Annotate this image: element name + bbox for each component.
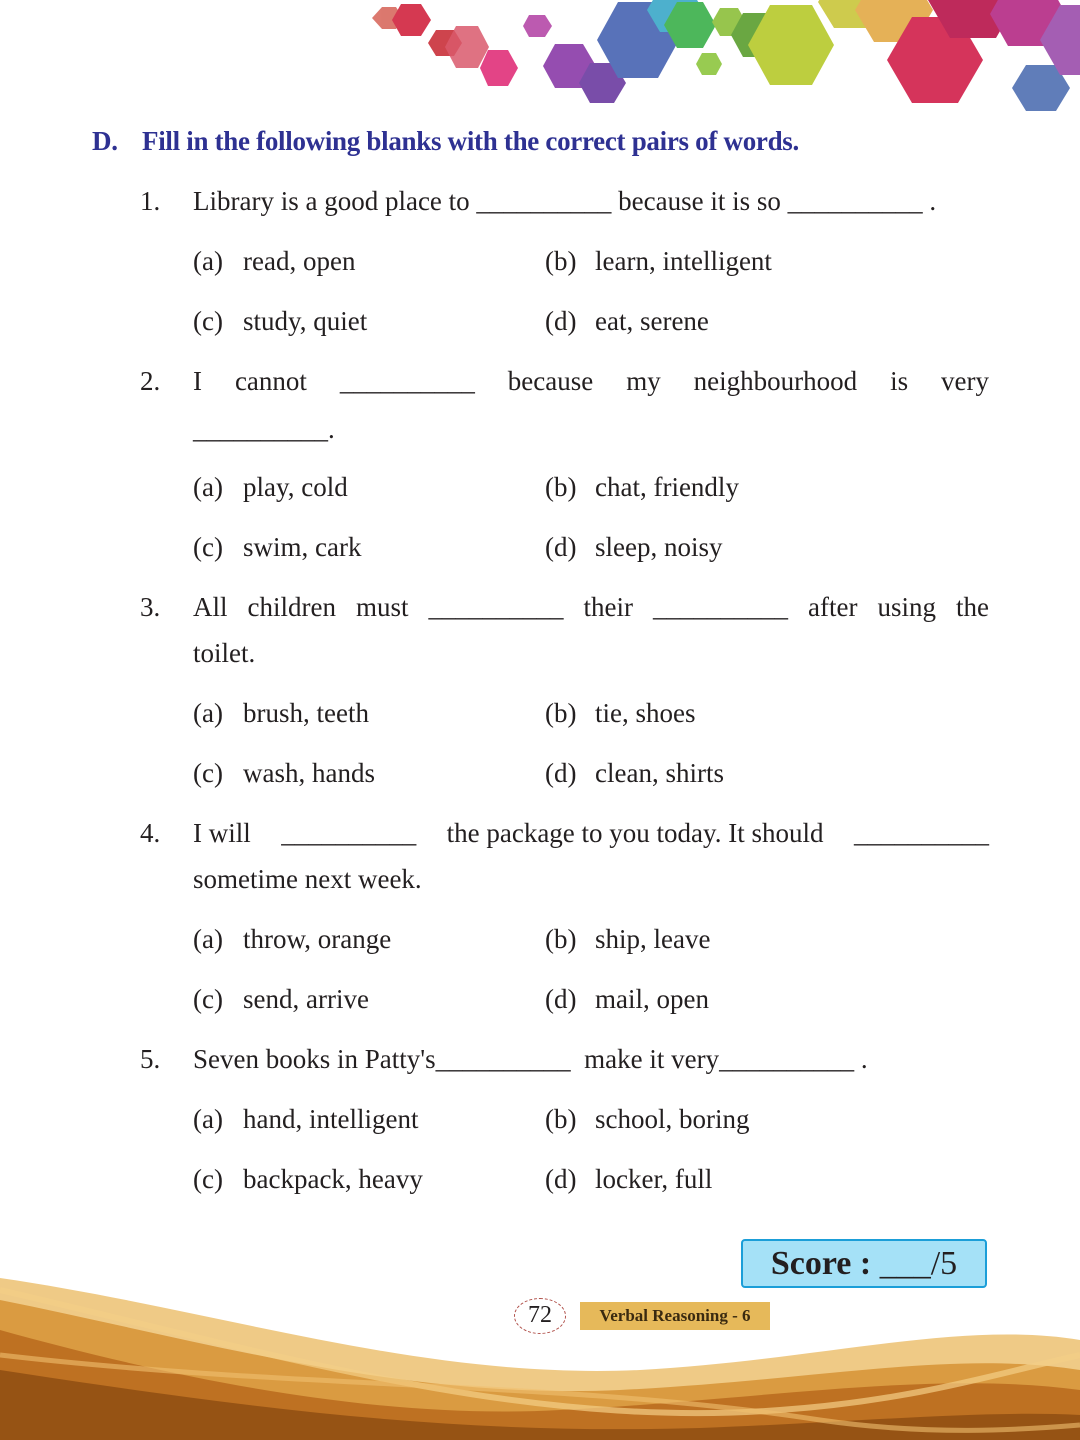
option-b: (b) school, boring — [545, 1104, 750, 1134]
option-d: (d) mail, open — [545, 984, 709, 1014]
question-number: 3. — [140, 592, 161, 622]
question-text-line2: __________. — [193, 414, 335, 444]
blank: __________ — [787, 186, 923, 216]
question-number: 4. — [140, 818, 161, 848]
blank: __________ — [719, 1044, 855, 1074]
blank: __________ — [652, 592, 788, 622]
page-number: 72 — [514, 1298, 566, 1334]
option-c: (c) wash, hands — [193, 758, 375, 788]
section-letter: D. — [92, 126, 118, 156]
option-b: (b) ship, leave — [545, 924, 711, 954]
option-c: (c) swim, cark — [193, 532, 362, 562]
decorative-hexagons — [0, 0, 1080, 130]
option-d: (d) locker, full — [545, 1164, 713, 1194]
book-title: Verbal Reasoning - 6 — [580, 1302, 770, 1330]
option-b: (b) learn, intelligent — [545, 246, 772, 276]
blank: __________ — [428, 592, 564, 622]
blank: __________ — [476, 186, 612, 216]
question-number: 5. — [140, 1044, 161, 1074]
question-text: Seven books in Patty's__________ make it very__________ . — [193, 1044, 868, 1074]
option-a: (a) read, open — [193, 246, 356, 276]
section-heading — [92, 126, 799, 157]
option-a: (a) hand, intelligent — [193, 1104, 419, 1134]
score-blank: ___ — [879, 1245, 931, 1282]
blank: __________ — [193, 414, 328, 444]
question-text-line2: sometime next week. — [193, 864, 422, 894]
option-b: (b) tie, shoes — [545, 698, 696, 728]
section-instruction: Fill in the following blanks with the correct pairs of words. — [142, 126, 799, 156]
option-a: (a) brush, teeth — [193, 698, 369, 728]
option-d: (d) eat, serene — [545, 306, 709, 336]
option-c: (c) backpack, heavy — [193, 1164, 423, 1194]
option-d: (d) clean, shirts — [545, 758, 724, 788]
option-b: (b) chat, friendly — [545, 472, 739, 502]
option-a: (a) throw, orange — [193, 924, 392, 954]
score-label: Score : — [770, 1245, 872, 1282]
option-c: (c) send, arrive — [193, 984, 369, 1014]
option-d: (d) sleep, noisy — [545, 532, 723, 562]
blank: __________ — [853, 818, 989, 848]
question-text-line1: All children must __________ their __________ after using the — [193, 592, 989, 622]
question-text: Library is a good place to __________ because it is so __________ . — [193, 186, 937, 216]
blank: __________ — [339, 366, 475, 396]
blank: __________ — [435, 1044, 571, 1074]
question-number: 1. — [140, 186, 161, 216]
score-box — [741, 1239, 987, 1288]
question-text-line1: I cannot __________ because my neighbourhood is very — [193, 366, 989, 396]
question-number: 2. — [140, 366, 161, 396]
question-text-line1: I will __________ the package to you today. It should __________ — [193, 818, 989, 848]
option-c: (c) study, quiet — [193, 306, 368, 336]
question-text-line2: toilet. — [193, 638, 256, 668]
blank: __________ — [281, 818, 417, 848]
option-a: (a) play, cold — [193, 472, 348, 502]
score-total: /5 — [930, 1245, 958, 1282]
